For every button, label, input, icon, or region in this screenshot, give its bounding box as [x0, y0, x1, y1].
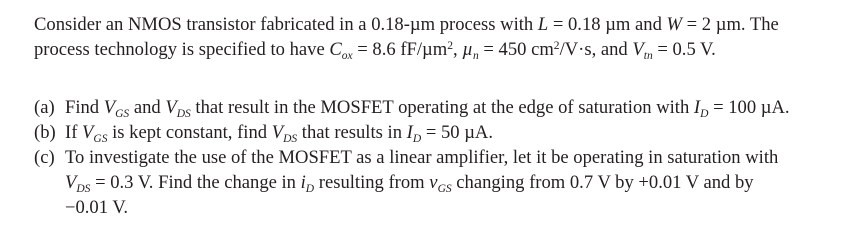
question-b-label: (b)	[34, 122, 56, 143]
problem-statement	[34, 12, 834, 62]
question-a-text: Find $V_{GS}$ and $V_{DS}$ that result in the MOSFET operating at the edge of saturation with $I_D = 100$ µA.	[65, 97, 790, 121]
question-c-line-3: −0.01 V.	[65, 197, 129, 218]
question-c-line-2: $V_{DS} = 0.3$ V. Find the change in $i_D$ resulting from $v_{GS}$ changing from 0.7 V by +0.01 V and by	[65, 172, 754, 196]
question-b	[34, 120, 834, 145]
question-c-label: (c)	[34, 147, 55, 168]
question-b-text: If $V_{GS}$ is kept constant, find $V_{DS}$ that results in $I_D = 50$ µA.	[65, 122, 493, 146]
question-a-label: (a)	[34, 97, 55, 118]
question-c-line-1: To investigate the use of the MOSFET as a linear amplifier, let it be operating in saturation with	[65, 147, 779, 168]
question-c-text	[65, 145, 834, 220]
question-list	[34, 95, 834, 220]
problem-statement-line-1: Consider an NMOS transistor fabricated in a 0.18-µm process with L = 0.18 µm and W = 2 µm. The	[34, 14, 779, 35]
question-a	[34, 95, 834, 120]
question-c	[34, 145, 834, 220]
problem-statement-line-2: process technology is specified to have $C_{ox} = 8.6$ fF/µm$^2$, µ$_n$ = 450 $cm^2/V\cdot s$, and $V_{tn} = 0.5$ V.	[34, 39, 716, 63]
